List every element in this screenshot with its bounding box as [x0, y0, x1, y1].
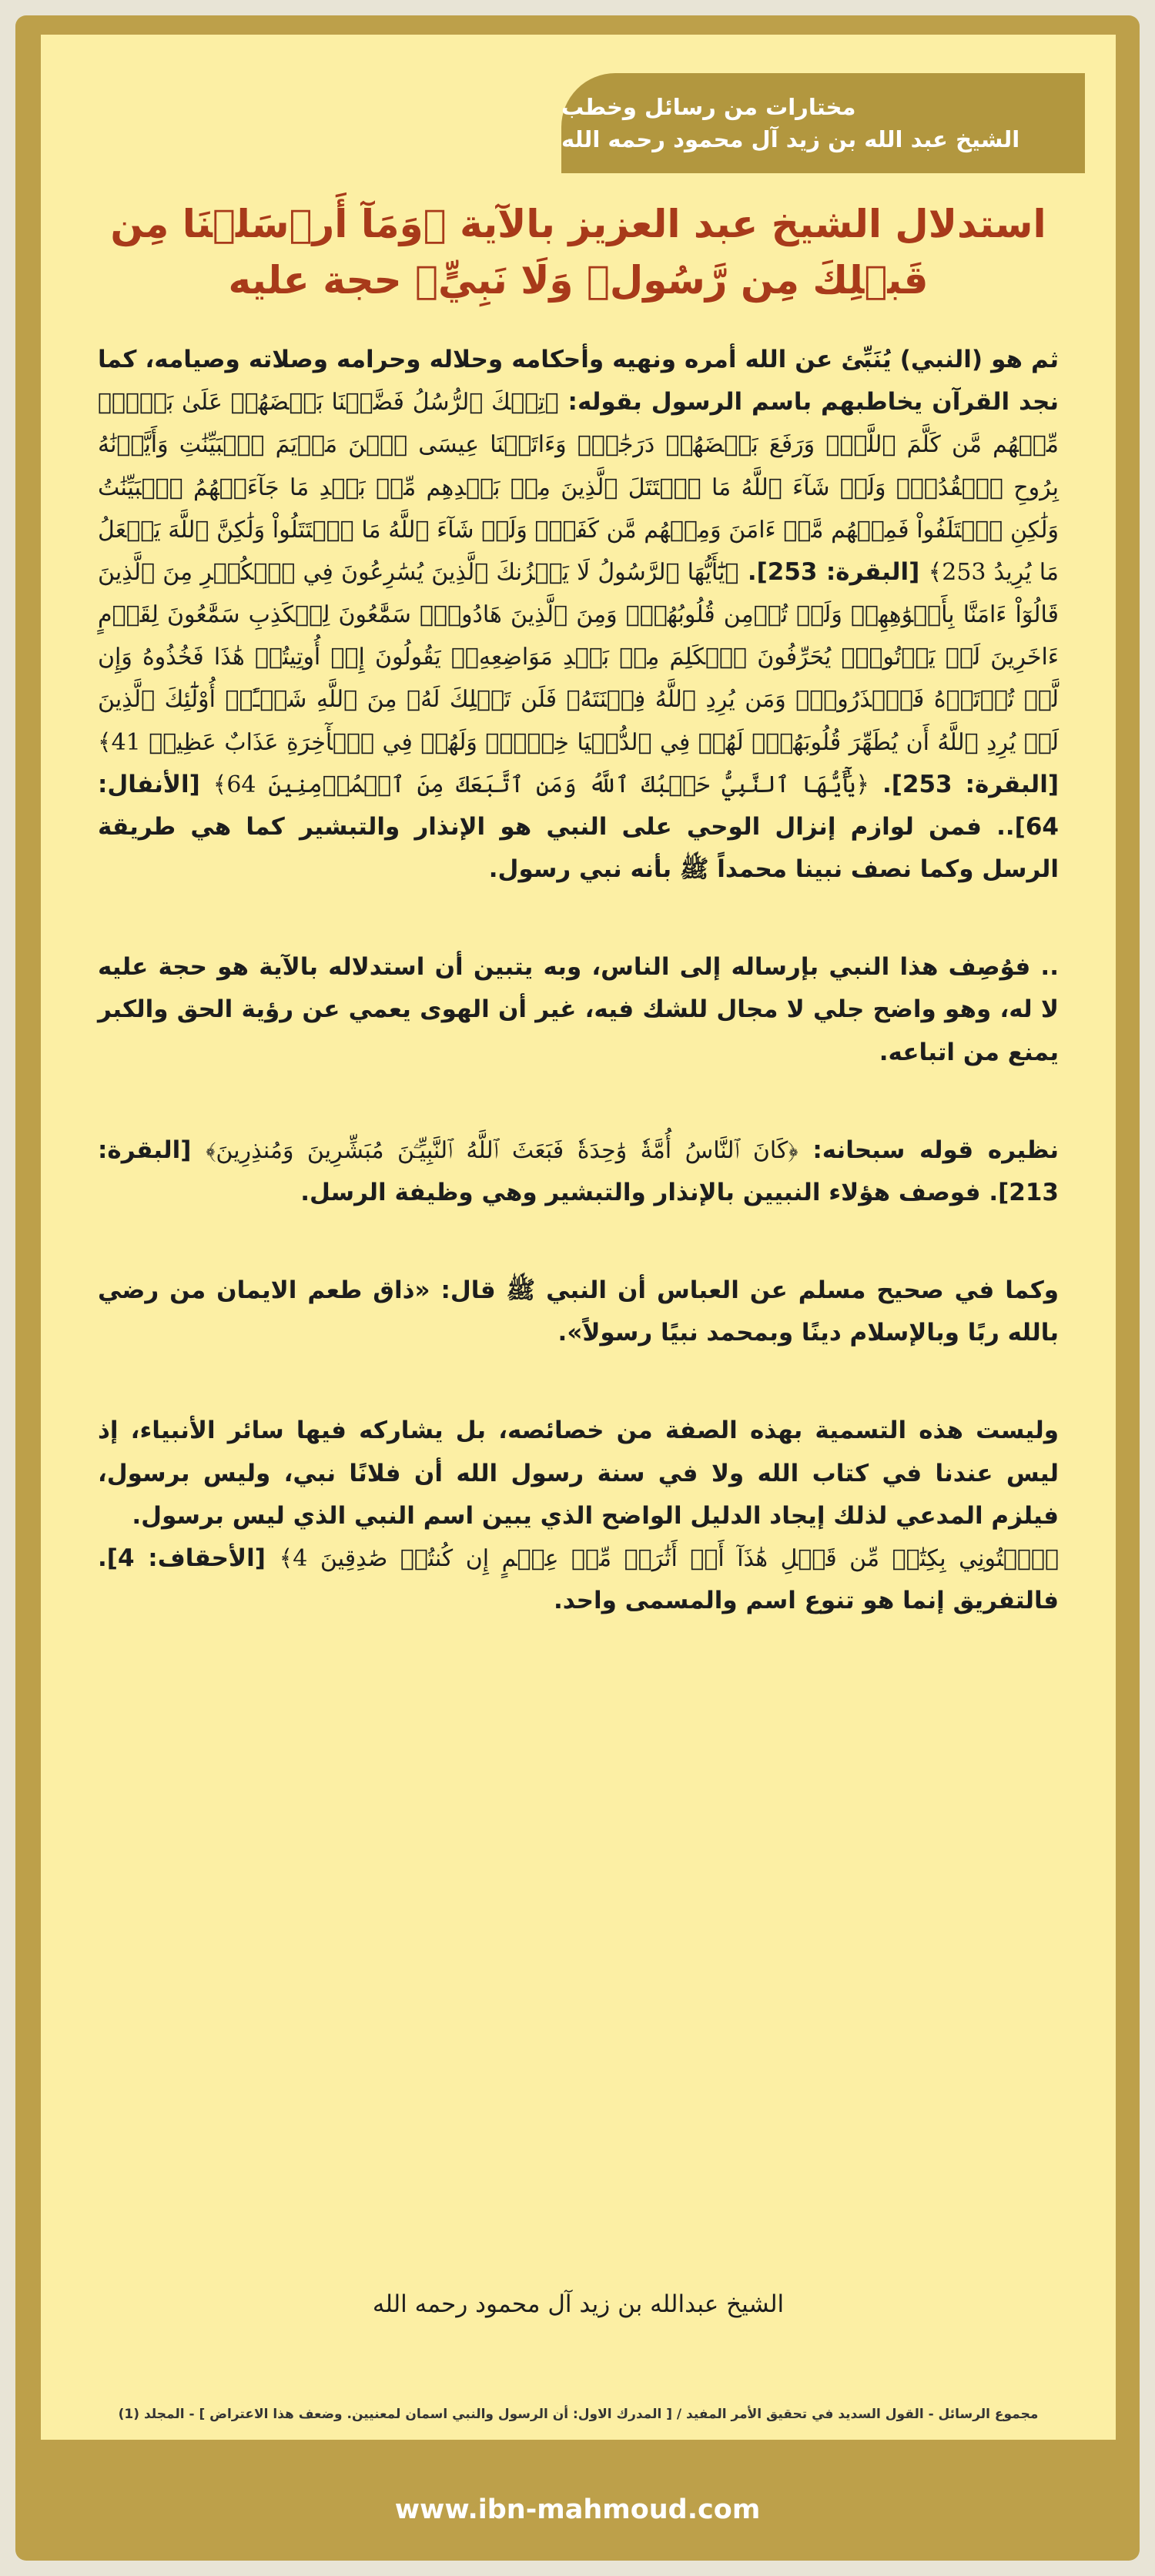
verse-reference-1: [البقرة: 253]. — [738, 557, 920, 586]
article-body — [98, 339, 1059, 1622]
series-title: مختارات من رسائل وخطب — [561, 93, 856, 120]
quran-verse-4: ﴿كَانَ ٱلنَّاسُ أُمَّةٗ وَٰحِدَةٗ فَبَعَثَ ٱللَّهُ ٱلنَّبِيِّـۧنَ مُبَشِّرِينَ وَمُنذِرِينَ﴾ — [206, 1136, 798, 1164]
paragraph-5-rest: [الأحقاف: 4]. فالتفريق إنما هو تنوع اسم والمسمى واحد. — [98, 1544, 1059, 1615]
content-panel — [38, 32, 1118, 2442]
paragraph-1-conclusion: [الأنفال: 64].. فمن لوازم إنزال الوحي على النبي هو الإنذار والتبشير كما هي طريقة الرسل وكما نصف نبينا محمداً ﷺ بأنه نبي رسول. — [98, 770, 1059, 884]
author-name: الشيخ عبد الله بن زيد آل محمود رحمه الله — [561, 126, 1020, 152]
page-title: استدلال الشيخ عبد العزيز بالآية ﴿وَمَآ أَرۡسَلۡنَا مِن قَبۡلِكَ مِن رَّسُولٖ وَلَا نَبِيٍّ﴾ حجة عليه — [110, 202, 1046, 303]
quran-verse-1: ﴿تِلۡكَ ٱلرُّسُلُ فَضَّلۡنَا بَعۡضَهُمۡ عَلَىٰ بَعۡضٖۘ مِّنۡهُم مَّن كَلَّمَ ٱللَّهُۖ وَرَفَعَ بَعۡضَهُمۡ دَرَجَٰتٖۚ وَءَاتَيۡنَا عِيسَى ٱبۡنَ مَرۡيَمَ ٱلۡبَيِّنَٰتِ وَأَيَّدۡنَٰهُ بِرُوحِ ٱلۡقُدُسِۗ وَلَوۡ شَآءَ ٱللَّهُ مَا ٱقۡتَتَلَ ٱلَّذِينَ مِنۢ بَعۡدِهِم مِّنۢ بَعۡدِ مَا جَآءَتۡهُمُ ٱلۡبَيِّنَٰتُ وَلَٰكِنِ ٱخۡتَلَفُواْ فَمِنۡهُم مَّنۡ ءَامَنَ وَمِنۡهُم مَّن كَفَرَۚ وَلَوۡ شَآءَ ٱللَّهُ مَا ٱقۡتَتَلُواْ وَلَٰكِنَّ ٱللَّهَ يَفۡعَلُ مَا يُرِيدُ 253﴾ — [98, 389, 1059, 586]
series-header — [561, 73, 1085, 173]
paragraph-4: وكما في صحيح مسلم عن العباس أن النبي ﷺ قال: «ذاق طعم الايمان من رضي بالله ربًا وبالإسلام دينًا وبمحمد نبيًا رسولاً». — [98, 1276, 1059, 1347]
signature: الشيخ عبدالله بن زيد آل محمود رحمه الله — [372, 2290, 785, 2318]
quran-verse-5: ﴿ٱئۡتُونِي بِكِتَٰبٖ مِّن قَبۡلِ هَٰذَآ أَوۡ أَثَٰرَةٖ مِّنۡ عِلۡمٍ إِن كُنتُمۡ صَٰدِقِينَ 4﴾ — [279, 1544, 1060, 1572]
paragraph-2: .. فوُصِف هذا النبي بإرساله إلى الناس، وبه يتبين أن استدلاله بالآية هو حجة عليه لا له، وهو واضح جلي لا مجال للشك فيه، غير أن الهوى يعمي عن رؤية الحق والكبر يمنع من اتباعه. — [98, 953, 1059, 1066]
outer-frame — [15, 15, 1140, 2561]
source-footnote: مجموع الرسائل - القول السديد في تحقيق الأمر المفيد / [ المدرك الاول: أن الرسول والنبي اسمان لمعنيين. وضعف هذا الاعتراض ] - المجلد (1) — [118, 2407, 1039, 2422]
quran-verse-3: ﴿يَٰٓأَيُّهَا ٱلنَّبِيُّ حَسۡبُكَ ٱللَّهُ وَمَنِ ٱتَّبَعَكَ مِنَ ٱلۡمُؤۡمِنِينَ 64﴾ — [213, 771, 869, 798]
website-link[interactable]: www.ibn-mahmoud.com — [394, 2494, 761, 2525]
paragraph-1-intro: ثم هو (النبي) يُنَبِّئ عن الله أمره ونهيه وأحكامه وحلاله وحرامه وصلاته وصيامه، كما نجد القرآن يخاطبهم باسم الرسول بقوله: — [98, 346, 1060, 417]
paragraph-1 — [98, 339, 1059, 891]
paragraph-3 — [98, 1129, 1059, 1214]
paragraph-5 — [98, 1410, 1059, 1622]
paragraph-5-text: وليست هذه التسمية بهذه الصفة من خصائصه، بل يشاركه فيها سائر الأنبياء، إذ ليس عندنا في كتاب الله ولا في سنة رسول الله أن فلانًا نبي، وليس برسول، فيلزم المدعي لذلك إيجاد الدليل الواضح الذي يبين اسم النبي الذي ليس برسول. — [98, 1417, 1059, 1530]
paragraph-3-rest: [البقرة: 213]. فوصف هؤلاء النبيين بالإنذار والتبشير وهي وظيفة الرسل. — [98, 1136, 1059, 1206]
quran-verse-2: ﴿يَٰٓأَيُّهَا ٱلرَّسُولُ لَا يَحۡزُنكَ ٱلَّذِينَ يُسَٰرِعُونَ فِي ٱلۡكُفۡرِ مِنَ ٱلَّذِينَ قَالُوٓاْ ءَامَنَّا بِأَفۡوَٰهِهِمۡ وَلَمۡ تُؤۡمِن قُلُوبُهُمۡۛ وَمِنَ ٱلَّذِينَ هَادُواْۛ سَمَّٰعُونَ لِلۡكَذِبِ سَمَّٰعُونَ لِقَوۡمٍ ءَاخَرِينَ لَمۡ يَأۡتُوكَۖ يُحَرِّفُونَ ٱلۡكَلِمَ مِنۢ بَعۡدِ مَوَاضِعِهِۦۖ يَقُولُونَ إِنۡ أُوتِيتُمۡ هَٰذَا فَخُذُوهُ وَإِن لَّمۡ تُؤۡتَوۡهُ فَٱحۡذَرُواْۚ وَمَن يُرِدِ ٱللَّهُ فِتۡنَتَهُۥ فَلَن تَمۡلِكَ لَهُۥ مِنَ ٱللَّهِ شَيۡـًٔاۚ أُوْلَٰٓئِكَ ٱلَّذِينَ لَمۡ يُرِدِ ٱللَّهُ أَن يُطَهِّرَ قُلُوبَهُمۡۚ لَهُمۡ فِي ٱلدُّنۡيَا خِزۡيٞۖ وَلَهُمۡ فِي ٱلۡأٓخِرَةِ عَذَابٌ عَظِيمٞ 41﴾ — [98, 558, 1059, 756]
paragraph-3-intro: نظيره قوله سبحانه: — [798, 1136, 1059, 1164]
verse-reference-2: [البقرة: 253]. — [869, 770, 1059, 798]
